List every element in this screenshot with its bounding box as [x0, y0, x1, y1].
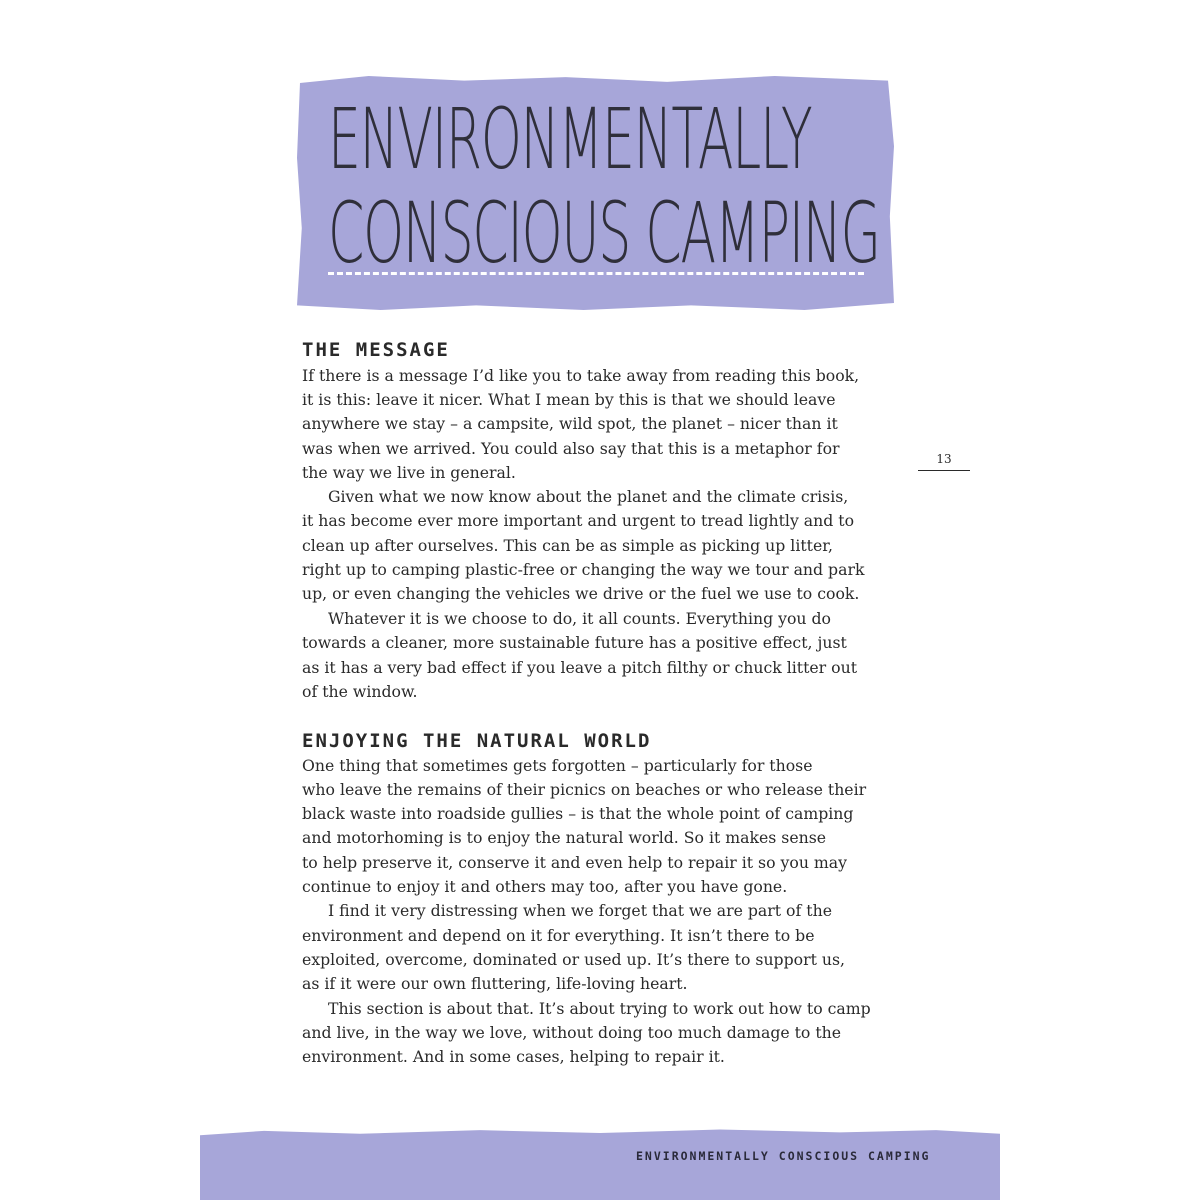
paragraph-line: If there is a message I’d like you to take away from reading this book, [302, 366, 860, 385]
paragraph-line: I find it very distressing when we forget that we are part of the [328, 901, 832, 920]
footer-band [200, 1128, 1000, 1200]
paragraph-line: the way we live in general. [302, 463, 516, 482]
paragraph-line: exploited, overcome, dominated or used up. It’s there to support us, [302, 950, 846, 969]
paragraph-line: as it has a very bad effect if you leave a pitch filthy or chuck litter out [302, 658, 858, 677]
paragraph-line: right up to camping plastic-free or changing the way we tour and park [302, 560, 865, 579]
paragraph-line: and motorhoming is to enjoy the natural world. So it makes sense [302, 828, 827, 847]
running-footer: ENVIRONMENTALLY CONSCIOUS CAMPING [636, 1149, 931, 1163]
paragraph-line: as if it were our own fluttering, life-loving heart. [302, 974, 688, 993]
paragraph-line: of the window. [302, 682, 418, 701]
paragraph-line: environment. And in some cases, helping to repair it. [302, 1047, 725, 1066]
paragraph-line: black waste into roadside gullies – is that the whole point of camping [302, 804, 854, 823]
paragraph-line: Given what we now know about the planet and the climate crisis, [328, 487, 849, 506]
paragraph-line: and live, in the way we love, without doing too much damage to the [302, 1023, 842, 1042]
paragraph-line: Whatever it is we choose to do, it all counts. Everything you do [328, 609, 832, 628]
paragraph-line: continue to enjoy it and others may too, after you have gone. [302, 877, 788, 896]
paragraph-line: was when we arrived. You could also say that this is a metaphor for [302, 439, 840, 458]
page-number: 13 [918, 452, 970, 471]
paragraph-line: it has become ever more important and urgent to tread lightly and to [302, 511, 855, 530]
title-dashed-rule [328, 272, 864, 275]
paragraph-line: One thing that sometimes gets forgotten – particularly for those [302, 756, 813, 775]
paragraph-line: who leave the remains of their picnics on beaches or who release their [302, 780, 867, 799]
chapter-title-line-2: CONSCIOUS CAMPING [328, 184, 880, 282]
section-heading-enjoying-the-natural-world: ENJOYING THE NATURAL WORLD [302, 730, 652, 752]
chapter-title-line-1: ENVIRONMENTALLY [328, 90, 812, 188]
paragraph-line: This section is about that. It’s about trying to work out how to camp [328, 999, 871, 1018]
paragraph-line: anywhere we stay – a campsite, wild spot, the planet – nicer than it [302, 414, 838, 433]
section-heading-the-message: THE MESSAGE [302, 339, 450, 361]
chapter-title [328, 90, 880, 282]
paragraph-line: environment and depend on it for everything. It isn’t there to be [302, 926, 815, 945]
paragraph-line: up, or even changing the vehicles we drive or the fuel we use to cook. [302, 584, 860, 603]
paragraph-line: clean up after ourselves. This can be as simple as picking up litter, [302, 536, 833, 555]
paragraph-line: it is this: leave it nicer. What I mean by this is that we should leave [302, 390, 836, 409]
paragraph-line: towards a cleaner, more sustainable future has a positive effect, just [302, 633, 847, 652]
paragraph-line: to help preserve it, conserve it and even help to repair it so you may [302, 853, 847, 872]
